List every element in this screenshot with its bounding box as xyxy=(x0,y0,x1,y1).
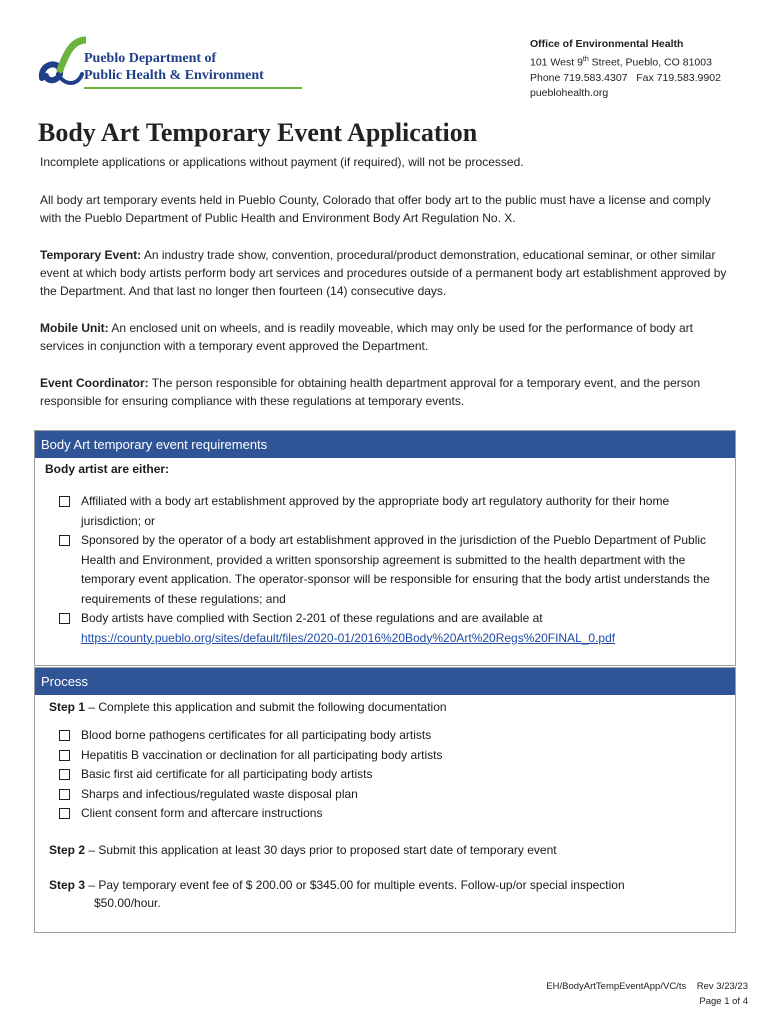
checkbox[interactable] xyxy=(59,808,70,819)
page-footer xyxy=(546,979,748,1009)
logo-org-line2: Public Health & Environment xyxy=(84,68,264,83)
requirements-subheader: Body artist are either: xyxy=(45,462,170,476)
logo-org-line1: Pueblo Department of xyxy=(84,51,217,66)
page-title: Body Art Temporary Event Application xyxy=(38,118,478,147)
definition-temporary-event: Temporary Event: An industry trade show, convention, procedural/product demonstration, educational seminar, or other similar event at which body artists perform body art services and procedures outside of a permanent body art establishment approved by the Department. And that last no longer then fourteen (14) consecutive days. xyxy=(40,248,727,298)
step-2: Step 2 – Submit this application at least 30 days prior to proposed start date of temporary event xyxy=(49,842,557,857)
office-title: Office of Environmental Health xyxy=(530,38,684,50)
office-phone: Phone 719.583.4307 Fax 719.583.9902 xyxy=(530,71,721,84)
checkbox[interactable] xyxy=(59,730,70,741)
logo-underline xyxy=(84,87,302,89)
documentation-list xyxy=(35,726,735,824)
license-text: All body art temporary events held in Pueblo County, Colorado that offer body art to the public must have a license and comply with the Pueblo Department of Public Health and Environment Body Art Regulation No. X. xyxy=(40,193,711,225)
list-item: Blood borne pathogens certificates for all participating body artists xyxy=(35,726,721,746)
requirements-header: Body Art temporary event requirements xyxy=(35,431,735,458)
intro-text: Incomplete applications or applications without payment (if required), will not be processed. xyxy=(40,155,524,169)
list-item: Affiliated with a body art establishment approved by the appropriate body art regulatory authority for their home jurisdiction; or xyxy=(35,492,721,531)
office-contact xyxy=(530,37,721,101)
checkbox[interactable] xyxy=(59,496,70,507)
office-website[interactable]: pueblohealth.org xyxy=(530,86,609,99)
office-address: 101 West 9th Street, Pueblo, CO 81003 xyxy=(530,56,712,69)
checkbox[interactable] xyxy=(59,769,70,780)
requirements-section xyxy=(34,430,736,666)
checkbox[interactable] xyxy=(59,613,70,624)
process-section xyxy=(34,667,736,933)
checkbox[interactable] xyxy=(59,750,70,761)
checkbox[interactable] xyxy=(59,535,70,546)
agency-logo xyxy=(38,34,278,94)
logo-mark-icon xyxy=(38,34,86,94)
process-header: Process xyxy=(35,668,735,695)
page-number: Page 1 of 4 xyxy=(699,996,748,1007)
regulations-link[interactable]: https://county.pueblo.org/sites/default/files/2020-01/2016%20Body%20Art%20Regs%20FINAL_0.pdf xyxy=(81,630,616,645)
list-item: Basic first aid certificate for all participating body artists xyxy=(35,765,721,785)
list-item: Hepatitis B vaccination or declination for all participating body artists xyxy=(35,746,721,766)
step-1: Step 1 – Complete this application and submit the following documentation xyxy=(49,700,447,714)
list-item: Client consent form and aftercare instructions xyxy=(35,804,721,824)
requirements-list xyxy=(35,492,735,648)
list-item: Body artists have complied with Section 2-201 of these regulations and are available at https://county.pueblo.org/sites/default/files/2020-01/2016%20Body%20Art%20Regs%20FINAL_0.pdf xyxy=(35,609,721,648)
definition-mobile-unit: Mobile Unit: An enclosed unit on wheels, and is readily moveable, which may only be used for the performance of body art services in conjunction with a temporary event approved the Department. xyxy=(40,321,693,353)
step-3: Step 3 – Pay temporary event fee of $ 200.00 or $345.00 for multiple events. Follow-up/or special inspection $50.00/hour. xyxy=(49,877,625,910)
list-item: Sponsored by the operator of a body art establishment approved in the jurisdiction of the Pueblo Department of Public Health and Environment, provided a written sponsorship agreement is submitted to the health department with the temporary event application. The operator-sponsor will be responsible for ensuring that the body artist understands the requirements of these regulations; and xyxy=(35,531,721,609)
checkbox[interactable] xyxy=(59,789,70,800)
definition-event-coordinator: Event Coordinator: The person responsible for obtaining health department approval for a temporary event, and the person responsible for ensuring compliance with these regulations at temporary events. xyxy=(40,376,701,408)
list-item: Sharps and infectious/regulated waste disposal plan xyxy=(35,785,721,805)
document-code: EH/BodyArtTempEventApp/VC/ts Rev 3/23/23 xyxy=(546,981,748,992)
